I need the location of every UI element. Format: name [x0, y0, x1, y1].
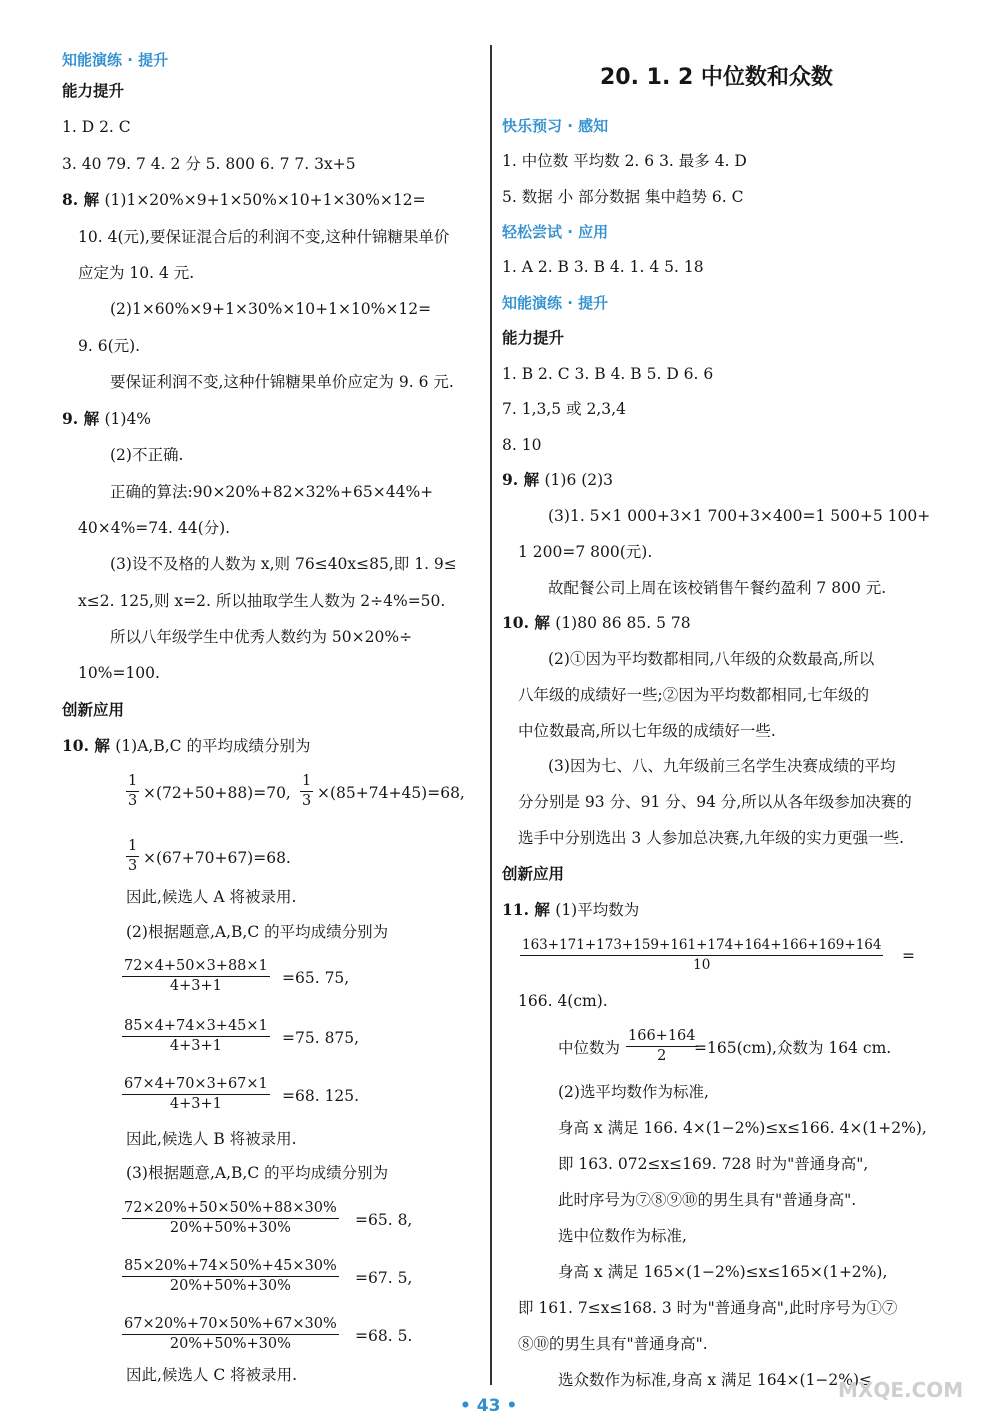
q10-text-1: (1)A,B,C 的平均成绩分别为 — [115, 737, 311, 755]
q10-conclusion-b: 因此,候选人 B 将被录用. — [126, 1130, 297, 1148]
q8-line-2: 10. 4(元),要保证混合后的利润不变,这种什锦糖果单价 — [78, 228, 450, 246]
r-q11-line-9: 即 161. 7≤x≤168. 3 时为"普通身高",此时序号为①⑦ — [518, 1299, 898, 1317]
fraction-den: 20%+50%+30% — [169, 1336, 291, 1352]
q9-line-5: (3)设不及格的人数为 x,则 76≤40x≤85,即 1. 9≤ — [110, 555, 457, 573]
try-answers: 1. A 2. B 3. B 4. 1. 4 5. 18 — [502, 258, 704, 276]
r-q11-line-1: 11. 解 (1)平均数为 — [502, 900, 640, 919]
height-mean-fraction — [520, 936, 883, 975]
fraction-num: 72×20%+50×50%+88×30% — [122, 1199, 339, 1219]
r-q10-line-6: 分分别是 93 分、91 分、94 分,所以从各年级参加决赛的 — [518, 793, 912, 811]
r-q9-line-4: 故配餐公司上周在该校销售午餐约盈利 7 800 元. — [548, 579, 887, 597]
percent-fraction-c — [122, 1315, 339, 1354]
q8-line-5: 9. 6(元). — [78, 337, 141, 355]
weighted-result-b: =75. 875, — [282, 1029, 360, 1047]
fraction-den: 10 — [693, 957, 711, 973]
answers-1-2: 1. D 2. C — [62, 118, 131, 136]
fraction-num: 67×4+70×3+67×1 — [122, 1075, 270, 1095]
weighted-result-c: =68. 125. — [282, 1087, 360, 1105]
fraction-one-third-b — [300, 772, 313, 811]
ability-answer-7: 7. 1,3,5 或 2,3,4 — [502, 400, 626, 418]
median-label: 中位数为 — [558, 1039, 621, 1057]
q10-conclusion-c: 因此,候选人 C 将被录用. — [126, 1366, 298, 1384]
percent-result-b: =67. 5, — [355, 1269, 413, 1287]
fraction-num: 166+164 — [626, 1027, 698, 1047]
median-result: =165(cm),众数为 164 cm. — [694, 1039, 892, 1057]
fraction-num: 67×20%+70×50%+67×30% — [122, 1315, 339, 1335]
r-q11-line-4: 身高 x 满足 166. 4×(1−2%)≤x≤166. 4×(1+2%), — [558, 1119, 927, 1137]
fraction-num: 85×20%+74×50%+45×30% — [122, 1257, 339, 1277]
subheading-innovation: 创新应用 — [62, 701, 125, 719]
weighted-fraction-c — [122, 1075, 270, 1114]
q10-avg-b: ×(85+74+45)=68, — [317, 784, 465, 802]
fraction-one-third-a — [126, 772, 139, 811]
r-q10-line-2: (2)①因为平均数都相同,八年级的众数最高,所以 — [548, 650, 875, 668]
section-header-practice: 知能演练 · 提升 — [62, 51, 169, 69]
column-divider — [490, 45, 492, 1385]
weighted-result-a: =65. 75, — [282, 969, 350, 987]
fraction-num: 1 — [126, 837, 139, 857]
fraction-den: 4+3+1 — [169, 978, 222, 994]
preview-answers-5-6: 5. 数据 小 部分数据 集中趋势 6. C — [502, 188, 744, 206]
fraction-den: 20%+50%+30% — [169, 1278, 291, 1294]
fraction-one-third-c — [126, 837, 139, 876]
median-fraction — [626, 1027, 698, 1066]
r-q9-line-1: 9. 解 (1)6 (2)3 — [502, 470, 614, 489]
fraction-den: 3 — [128, 858, 138, 874]
fraction-num: 163+171+173+159+161+174+164+166+169+164 — [520, 936, 883, 956]
fraction-den: 2 — [657, 1048, 667, 1064]
ability-answer-8: 8. 10 — [502, 436, 542, 454]
q10-line-3: (2)根据题意,A,B,C 的平均成绩分别为 — [126, 923, 389, 941]
subheading-innovation-right: 创新应用 — [502, 865, 565, 883]
fraction-den: 20%+50%+30% — [169, 1220, 291, 1236]
r-q10-line-4: 中位数最高,所以七年级的成绩好一些. — [518, 722, 776, 740]
r-q11-line-10: ⑧⑩的男生具有"普通身高". — [518, 1335, 708, 1353]
section-header-practice-right: 知能演练 · 提升 — [502, 294, 609, 312]
q10-line-5: (3)根据题意,A,B,C 的平均成绩分别为 — [126, 1164, 389, 1182]
q8-line-6: 要保证利润不变,这种什锦糖果单价应定为 9. 6 元. — [110, 373, 454, 391]
fraction-den: 4+3+1 — [169, 1096, 222, 1112]
q10-conclusion-a: 因此,候选人 A 将被录用. — [126, 888, 297, 906]
r-q10-text-1: (1)80 86 85. 5 78 — [555, 614, 691, 632]
section-title: 20. 1. 2 中位数和众数 — [600, 65, 833, 90]
q10-avg-c: ×(67+70+67)=68. — [143, 849, 291, 867]
r-q10-line-3: 八年级的成绩好一些;②因为平均数都相同,七年级的 — [518, 686, 870, 704]
subheading-ability: 能力提升 — [62, 82, 125, 100]
weighted-fraction-b — [122, 1017, 270, 1056]
fraction-num: 72×4+50×3+88×1 — [122, 957, 270, 977]
q8-line-4: (2)1×60%×9+1×30%×10+1×10%×12= — [110, 300, 432, 318]
fraction-den: 3 — [302, 793, 312, 809]
r-q10-line-5: (3)因为七、八、九年级前三名学生决赛成绩的平均 — [548, 757, 896, 775]
page-number: • 43 • — [460, 1396, 518, 1416]
r-q11-text-1: (1)平均数为 — [555, 901, 640, 919]
percent-fraction-a — [122, 1199, 339, 1238]
percent-fraction-b — [122, 1257, 339, 1296]
q10-avg-a: ×(72+50+88)=70, — [143, 784, 291, 802]
subheading-ability-right: 能力提升 — [502, 329, 565, 347]
q10-line-1: 10. 解 (1)A,B,C 的平均成绩分别为 — [62, 736, 311, 755]
q9-text-1: (1)4% — [104, 410, 152, 428]
r-q11-line-5: 即 163. 072≤x≤169. 728 时为"普通身高", — [558, 1155, 869, 1173]
r-q11-line-3: (2)选平均数作为标准, — [558, 1083, 709, 1101]
weighted-fraction-a — [122, 957, 270, 996]
fraction-den: 3 — [128, 793, 138, 809]
percent-result-c: =68. 5. — [355, 1327, 413, 1345]
answers-3-7: 3. 40 79. 7 4. 2 分 5. 800 6. 7 7. 3x+5 — [62, 155, 356, 173]
watermark: MXQE.COM — [838, 1378, 964, 1402]
r-q11-line-11: 选众数作为标准,身高 x 满足 164×(1−2%)≤ — [558, 1371, 873, 1389]
q8-line-1: 8. 解 (1)1×20%×9+1×50%×10+1×30%×12= — [62, 190, 426, 209]
r-q11-line-8: 身高 x 满足 165×(1−2%)≤x≤165×(1+2%), — [558, 1263, 888, 1281]
q8-line-3: 应定为 10. 4 元. — [78, 264, 195, 282]
q9-line-1: 9. 解 (1)4% — [62, 409, 152, 428]
q9-line-6: x≤2. 125,则 x=2. 所以抽取学生人数为 2÷4%=50. — [78, 592, 446, 610]
q9-line-4: 40×4%=74. 44(分). — [78, 519, 231, 537]
ability-answers-1-6: 1. B 2. C 3. B 4. B 5. D 6. 6 — [502, 365, 714, 383]
r-q9-text-1: (1)6 (2)3 — [544, 471, 614, 489]
height-mean-result: 166. 4(cm). — [518, 992, 608, 1010]
preview-answers-1-4: 1. 中位数 平均数 2. 6 3. 最多 4. D — [502, 152, 747, 170]
r-q11-line-7: 选中位数作为标准, — [558, 1227, 687, 1245]
fraction-num: 1 — [126, 772, 139, 792]
q9-line-8: 10%=100. — [78, 664, 160, 682]
percent-result-a: =65. 8, — [355, 1211, 413, 1229]
fraction-num: 85×4+74×3+45×1 — [122, 1017, 270, 1037]
r-q10-line-7: 选手中分别选出 3 人参加总决赛,九年级的实力更强一些. — [518, 829, 905, 847]
r-q10-line-1: 10. 解 (1)80 86 85. 5 78 — [502, 613, 691, 632]
r-q11-line-6: 此时序号为⑦⑧⑨⑩的男生具有"普通身高". — [558, 1191, 857, 1209]
r-q9-line-2: (3)1. 5×1 000+3×1 700+3×400=1 500+5 100+ — [548, 507, 931, 525]
q8-text-1: (1)1×20%×9+1×50%×10+1×30%×12= — [104, 191, 426, 209]
section-header-preview: 快乐预习 · 感知 — [502, 117, 609, 135]
height-mean-equals: = — [902, 947, 915, 965]
r-q9-line-3: 1 200=7 800(元). — [518, 543, 653, 561]
fraction-den: 4+3+1 — [169, 1038, 222, 1054]
fraction-num: 1 — [300, 772, 313, 792]
section-header-try: 轻松尝试 · 应用 — [502, 223, 609, 241]
q9-line-7: 所以八年级学生中优秀人数约为 50×20%÷ — [110, 628, 413, 646]
q9-line-3: 正确的算法:90×20%+82×32%+65×44%+ — [110, 483, 434, 501]
q9-line-2: (2)不正确. — [110, 446, 184, 464]
